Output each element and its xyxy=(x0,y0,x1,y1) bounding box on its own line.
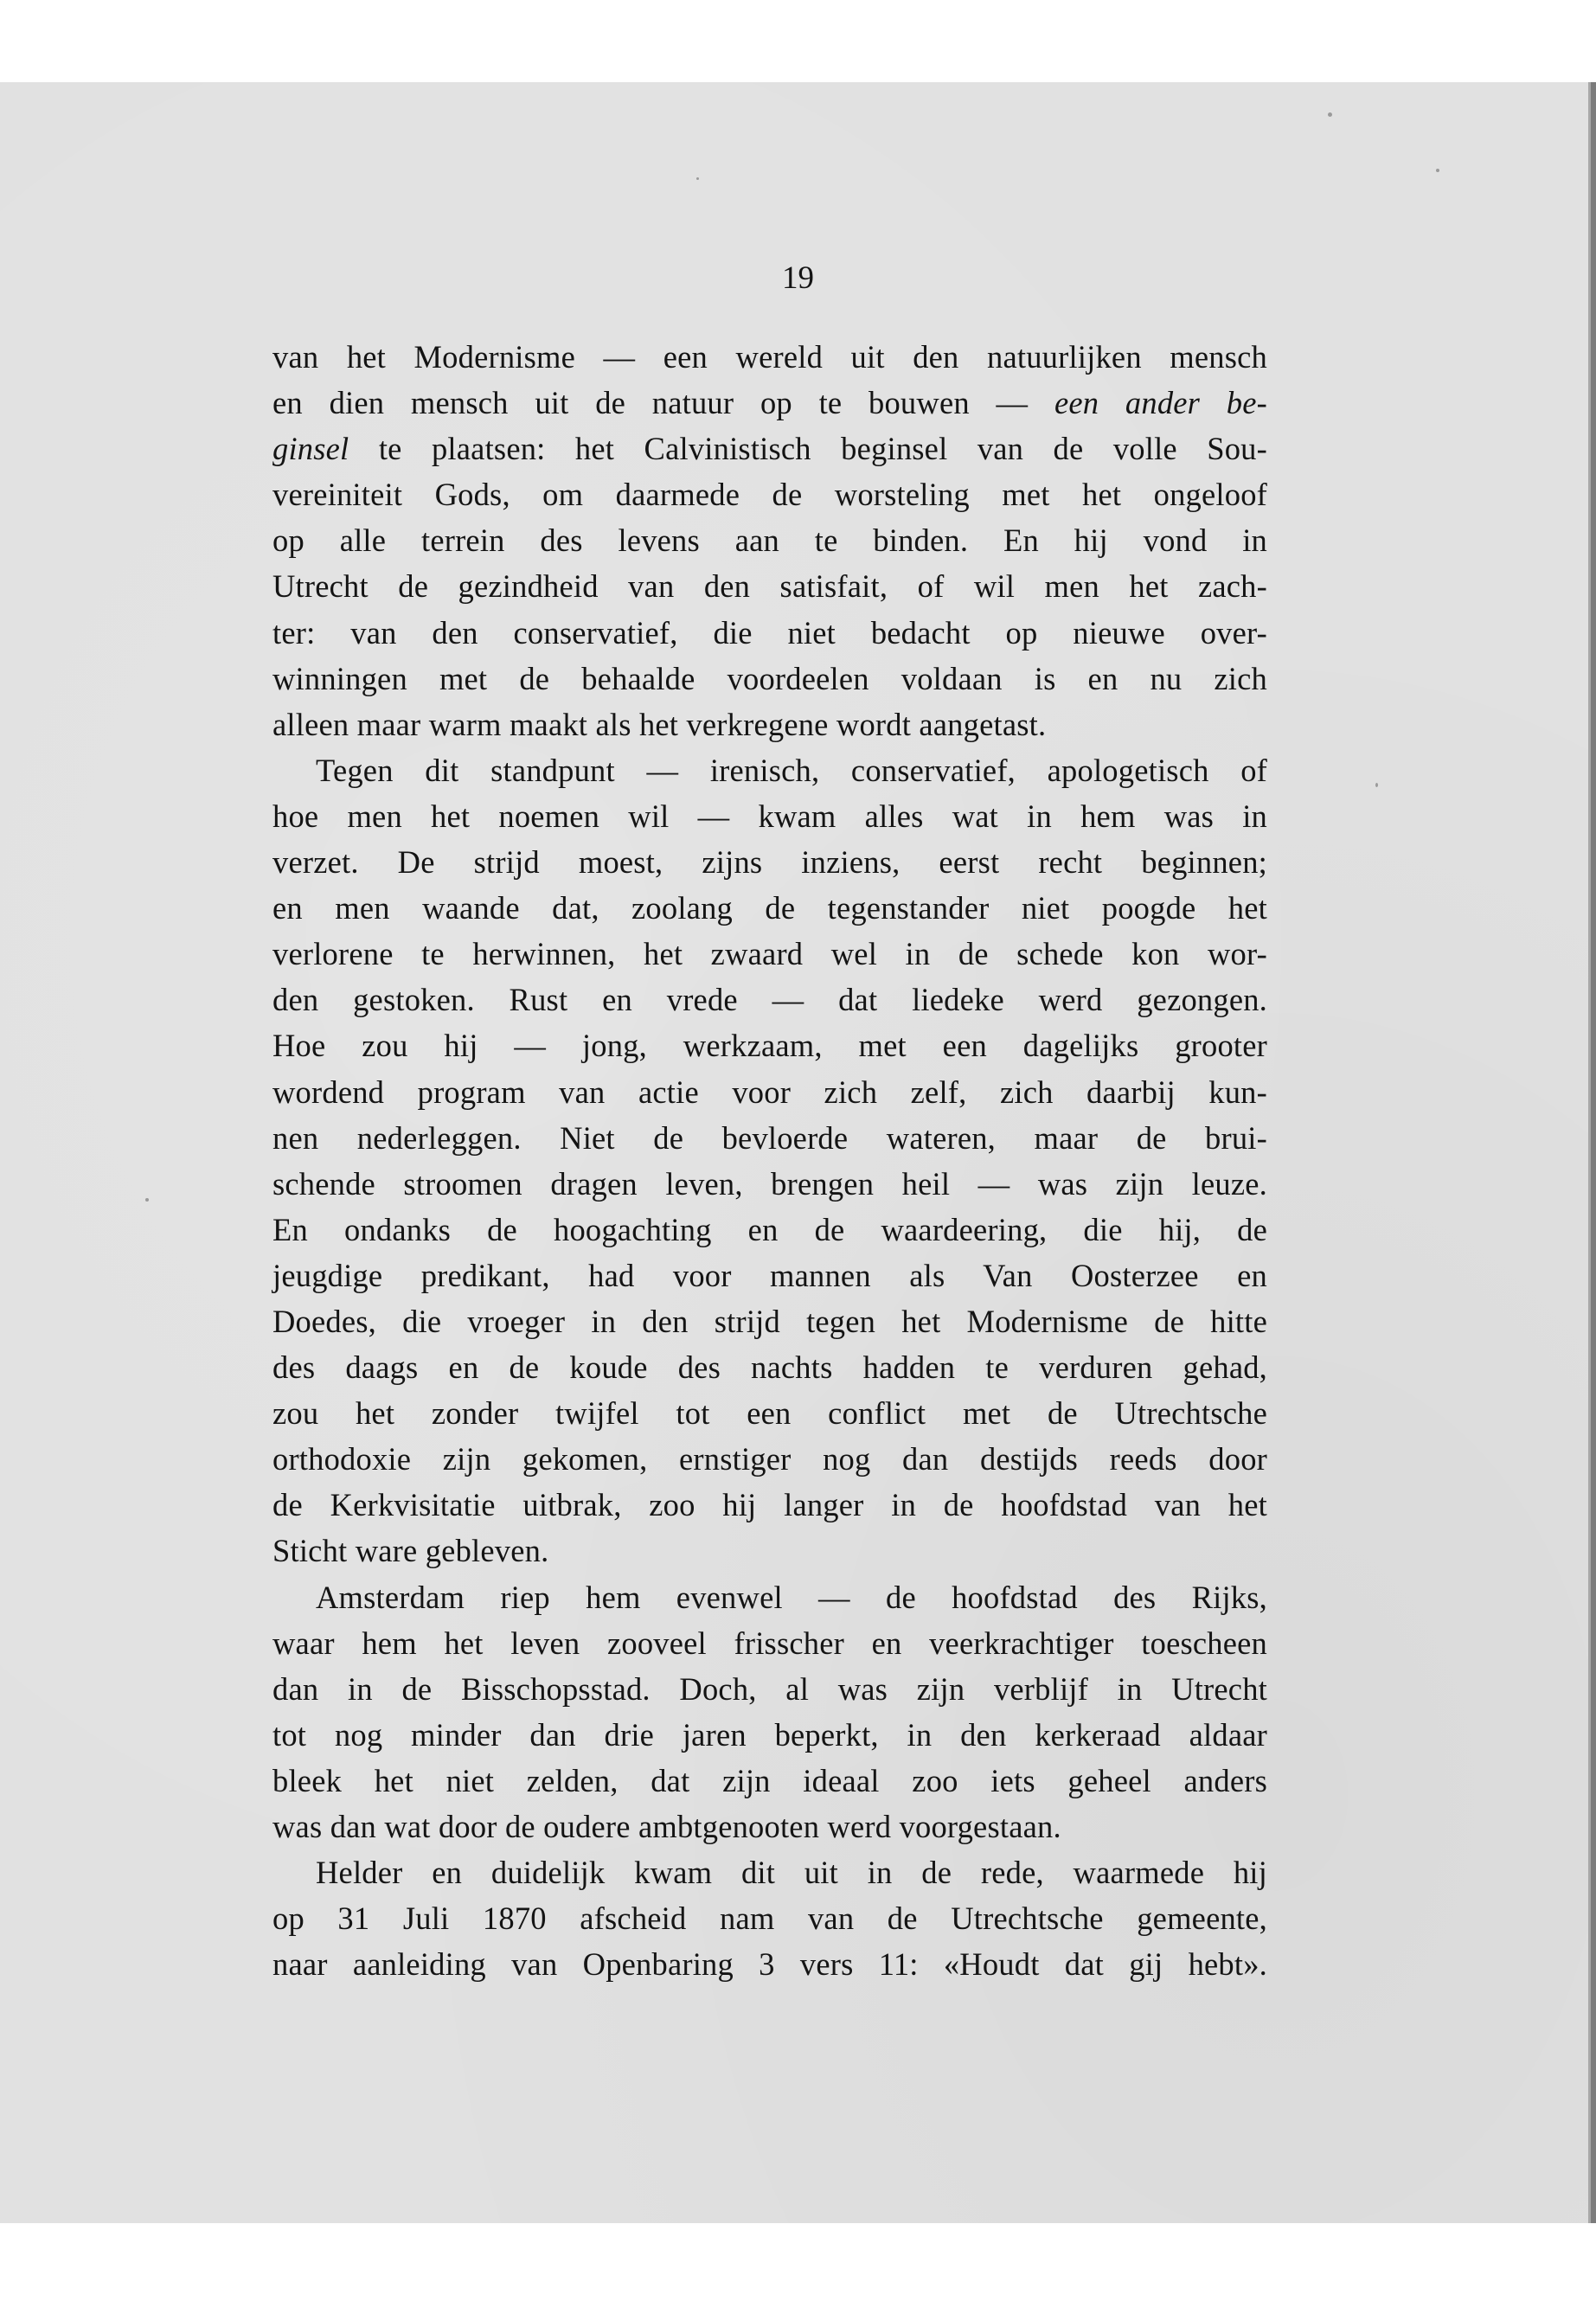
text-line: winningen met de behaalde voordeelen voldaan is en nu zich xyxy=(272,660,1267,696)
text-line: naar aanleiding van Openbaring 3 vers 11: «Houdt dat gij hebt». xyxy=(272,1946,1267,1983)
text-line: van het Modernisme — een wereld uit den natuurlijken mensch xyxy=(272,339,1267,375)
text-line: was dan wat door de oudere ambtgenooten werd voorgestaan. xyxy=(272,1809,1061,1844)
text-line: des daags en de koude des nachts hadden te verduren gehad, xyxy=(272,1349,1267,1386)
paper-speck xyxy=(1436,169,1439,172)
text-line: Helder en duidelijk kwam dit uit in de rede, waarmede hij xyxy=(316,1855,1267,1891)
text-line: orthodoxie zijn gekomen, ernstiger nog dan destijds reeds door xyxy=(272,1441,1267,1477)
text-line: ginsel te plaatsen: het Calvinistisch beginsel van de volle Sou- xyxy=(272,431,1267,467)
text-line: Tegen dit standpunt — irenisch, conservatief, apologetisch of xyxy=(316,752,1267,788)
text-line: hoe men het noemen wil — kwam alles wat in hem was in xyxy=(272,798,1267,834)
text-line: alleen maar warm maakt als het verkregene wordt aangetast. xyxy=(272,706,1047,742)
text-line: Amsterdam riep hem evenwel — de hoofdstad des Rijks, xyxy=(316,1579,1267,1615)
text-line: waar hem het leven zooveel frisscher en veerkrachtiger toescheen xyxy=(272,1625,1267,1661)
paper-speck xyxy=(1328,112,1332,117)
text-line: bleek het niet zelden, dat zijn ideaal zoo iets geheel anders xyxy=(272,1762,1267,1798)
text-line: En ondanks de hoogachting en de waardeering, die hij, de xyxy=(272,1211,1267,1247)
text-line: nen nederleggen. Niet de bevloerde wateren, maar de brui- xyxy=(272,1119,1267,1156)
text-line: schende stroomen dragen leven, brengen heil — was zijn leuze. xyxy=(272,1165,1267,1202)
text-line: en men waande dat, zoolang de tegenstander niet poogde het xyxy=(272,890,1267,926)
text-line: op 31 Juli 1870 afscheid nam van de Utrechtsche gemeente, xyxy=(272,1900,1267,1937)
text-line: verlorene te herwinnen, het zwaard wel in de schede kon wor- xyxy=(272,936,1267,972)
paper-speck xyxy=(696,177,699,180)
text-line: Utrecht de gezindheid van den satisfait, of wil men het zach- xyxy=(272,568,1267,605)
text-line: zou het zonder twijfel tot een conflict met de Utrechtsche xyxy=(272,1395,1267,1432)
text-line: Doedes, die vroeger in den strijd tegen het Modernisme de hitte xyxy=(272,1303,1267,1339)
paper-speck xyxy=(1375,783,1378,787)
text-line: den gestoken. Rust en vrede — dat liedeke werd gezongen. xyxy=(272,982,1267,1018)
page-number: 19 xyxy=(782,260,814,296)
paper-speck xyxy=(145,1198,149,1202)
text-line: Hoe zou hij — jong, werkzaam, met een dagelijks grooter xyxy=(272,1028,1267,1064)
text-line: Sticht ware gebleven. xyxy=(272,1533,549,1569)
text-line: op alle terrein des levens aan te binden. En hij vond in xyxy=(272,522,1267,559)
text-line: wordend program van actie voor zich zelf, zich daarbij kun- xyxy=(272,1074,1267,1110)
text-line: vereiniteit Gods, om daarmede de worsteling met het ongeloof xyxy=(272,477,1267,513)
text-line: jeugdige predikant, had voor mannen als Van Oosterzee en xyxy=(272,1257,1267,1293)
text-line: tot nog minder dan drie jaren beperkt, in den kerkeraad aldaar xyxy=(272,1716,1267,1753)
text-line: verzet. De strijd moest, zijns inziens, eerst recht beginnen; xyxy=(272,844,1267,881)
text-line: dan in de Bisschopsstad. Doch, al was zijn verblijf in Utrecht xyxy=(272,1670,1267,1707)
text-line: de Kerkvisitatie uitbrak, zoo hij langer in de hoofdstad van het xyxy=(272,1487,1267,1523)
body-text xyxy=(272,334,1267,1987)
text-line: ter: van den conservatief, die niet bedacht op nieuwe over- xyxy=(272,614,1267,651)
text-line: en dien mensch uit de natuur op te bouwen — een ander be- xyxy=(272,385,1268,421)
scan-edge xyxy=(1591,82,1596,2223)
